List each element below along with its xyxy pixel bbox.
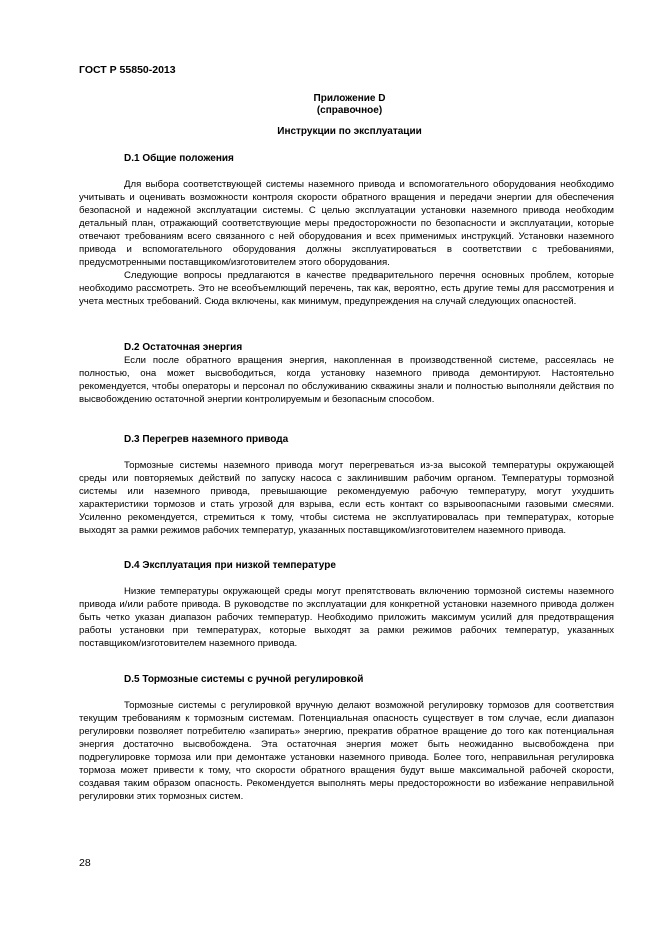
paragraph: Для выбора соответствующей системы наземного привода и вспомогательного оборудования необходимо учитывать и оценивать возможности контроля скорости обратного вращения и передачи энергии для обеспечения безопасной и надежной эксплуатации системы. С целью эксплуатации установки наземного привода необходим детальный план, отражающий соответствующие меры предосторожности по безопасности и эксплуатации, которые отвечают требованиям всего связанного с ней оборудования и всех применимых инструкций. Установки наземного привода и вспомогательного оборудования должны эксплуатироваться в соответствии с требованиями, предусмотренными поставщиком/изготовителем этого оборудования. xyxy=(79,179,614,268)
section-heading: D.3 Перегрев наземного привода xyxy=(124,434,289,445)
appendix-block xyxy=(0,93,661,117)
paragraph: Тормозные системы наземного привода могут перегреваться из-за высокой температуры окружающей среды или повторяемых действий по запуску насоса с заклинившим рабочим органом. Температуры тормозной системы или наземного привода, превышающие рекомендуемую рабочую температуру, могут ухудшить характеристики тормозов и стать угрозой для взрыва, если есть контакт со взрывоопасными газовыми смесями. Усиленно рекомендуется, стремиться к тому, чтобы система не эксплуатировалась при температурах, которые выходят за рамки режимов рабочих температур, указанных поставщиком/изготовителем наземного привода. xyxy=(79,460,614,536)
section-d3 xyxy=(79,433,614,537)
section-heading: D.2 Остаточная энергия xyxy=(124,342,243,353)
standard-header: ГОСТ Р 55850-2013 xyxy=(79,64,176,76)
section-d1 xyxy=(79,152,614,308)
paragraph: Если после обратного вращения энергия, накопленная в производственной системе, рассеялась не полностью, она может высвободиться, когда установку наземного привода демонтируют. Настоятельно рекомендуется, чтобы операторы и персонал по обслуживанию скважины знали и полностью выполняли действия по высвобождению остаточной энергии контролируемым и безопасным способом. xyxy=(79,355,614,405)
section-heading: D.4 Эксплуатация при низкой температуре xyxy=(124,560,336,571)
page-number: 28 xyxy=(79,857,91,869)
section-d2 xyxy=(79,341,614,406)
appendix-note: (справочное) xyxy=(316,105,383,116)
paragraph: Тормозные системы с регулировкой вручную делают возможной регулировку тормозов для соответствия текущим требованиям к тормозным системам. Потенциальная опасность существует в том случае, если диапазон регулировки позволяет потребителю «запирать» энергию, прекратив обратное вращение до того как потенциальная энергия достаточно высвобождена. Эта остаточная энергия может быть неожиданно высвобождена при подрегулировке тормоза или при демонтаже установки наземного привода. Более того, неправильная регулировка тормоза может привести к тому, что скорости обратного вращения будут выше максимальной рабочей скорости, создавая таким образом опасность. Рекомендуется выполнять меры предосторожности во избежание неправильной регулировки этих тормозных систем. xyxy=(79,700,614,802)
paragraph: Следующие вопросы предлагаются в качестве предварительного перечня основных проблем, которые необходимо рассмотреть. Это не всеобъемлющий перечень, так как, вероятно, есть другие темы для рассмотрения и учета местных требований. Сюда включены, как минимум, предупреждения на случай следующих опасностей. xyxy=(79,270,614,307)
section-heading: D.1 Общие положения xyxy=(124,153,234,164)
appendix-label: Приложение D xyxy=(313,93,386,104)
section-heading: D.5 Тормозные системы с ручной регулировкой xyxy=(124,674,364,685)
paragraph: Низкие температуры окружающей среды могут препятствовать включению тормозной системы наземного привода и/или работе привода. В руководстве по эксплуатации для конкретной установки наземного привода должен быть четко указан диапазон рабочих температур. Необходимо приложить максимум усилий для предотвращения работы установки при температурах, которые выходят за рамки режимов рабочих температур, указанных поставщиком/изготовителем наземного привода. xyxy=(79,586,614,649)
document-title: Инструкции по эксплуатации xyxy=(277,126,422,137)
section-d4 xyxy=(79,559,614,650)
section-d5 xyxy=(79,673,614,803)
